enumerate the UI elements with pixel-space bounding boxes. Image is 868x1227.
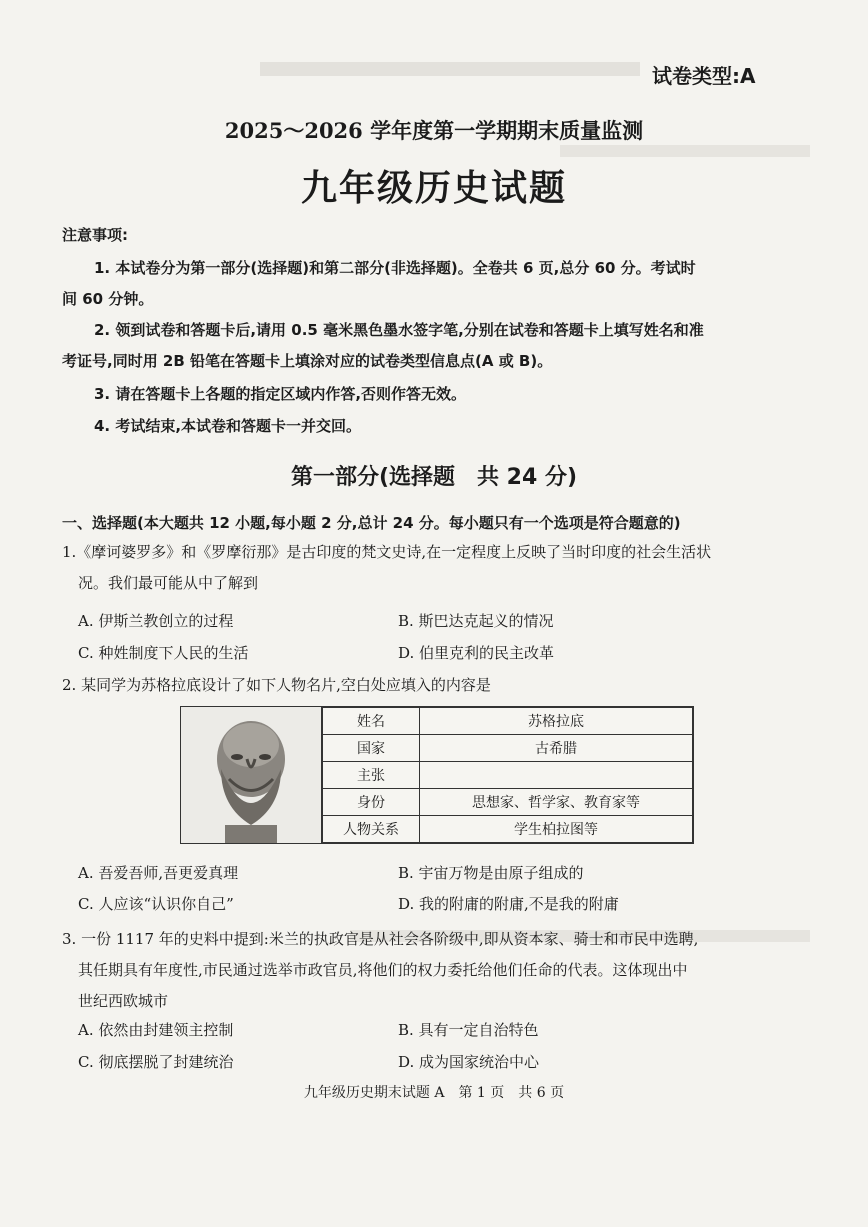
- note-line: 间 60 分钟。: [62, 290, 154, 308]
- page-footer: 九年级历史期末试题 A 第 1 页 共 6 页: [303, 1085, 565, 1101]
- note-line: 考证号,同时用 2B 铅笔在答题卡上填涂对应的试卷类型信息点(A 或 B)。: [62, 352, 553, 370]
- person-card: [180, 706, 694, 844]
- part-one-title: 第一部分(选择题 共 24 分): [290, 465, 578, 490]
- card-key: 人物关系: [323, 816, 420, 843]
- question-line: 世纪西欧城市: [78, 992, 169, 1010]
- question-line: 1.《摩诃婆罗多》和《罗摩衍那》是古印度的梵文史诗,在一定程度上反映了当时印度的社会生活状: [62, 543, 712, 561]
- table-row: [323, 816, 693, 843]
- option-c: C. 人应该“认识你自己”: [78, 895, 234, 913]
- question-line: 3. 一份 1117 年的史料中提到:米兰的执政官是从社会各阶级中,即从资本家、骑士和市民中选聘,: [62, 930, 699, 948]
- option-b: B. 宇宙万物是由原子组成的: [398, 864, 584, 882]
- table-row: [323, 789, 693, 816]
- option-d: D. 成为国家统治中心: [398, 1053, 540, 1071]
- option-b: B. 具有一定自治特色: [398, 1021, 539, 1039]
- card-key: 身份: [323, 789, 420, 816]
- page-title: 九年级历史试题: [300, 168, 567, 209]
- note-line: 4. 考试结束,本试卷和答题卡一并交回。: [94, 417, 362, 435]
- option-c: C. 种姓制度下人民的生活: [78, 644, 249, 662]
- card-value: 苏格拉底: [420, 708, 693, 735]
- paper-type-label: 试卷类型:A: [652, 64, 756, 88]
- question-line: 2. 某同学为苏格拉底设计了如下人物名片,空白处应填入的内容是: [62, 676, 491, 694]
- note-line: 1. 本试卷分为第一部分(选择题)和第二部分(非选择题)。全卷共 6 页,总分 60 分。考试时: [94, 259, 696, 277]
- option-a: A. 伊斯兰教创立的过程: [78, 612, 234, 630]
- section-heading: 一、选择题(本大题共 12 小题,每小题 2 分,总计 24 分。每小题只有一个选项是符合题意的): [62, 514, 681, 532]
- card-value: 思想家、哲学家、教育家等: [420, 789, 693, 816]
- question-line: 况。我们最可能从中了解到: [78, 574, 259, 592]
- note-line: 2. 领到试卷和答题卡后,请用 0.5 毫米黑色墨水签字笔,分别在试卷和答题卡上填写姓名和准: [94, 321, 704, 339]
- table-row: [323, 735, 693, 762]
- option-b: B. 斯巴达克起义的情况: [398, 612, 554, 630]
- notes-heading: 注意事项:: [62, 226, 128, 244]
- question-1-stem: [62, 537, 812, 599]
- card-value: 学生柏拉图等: [420, 816, 693, 843]
- card-key: 国家: [323, 735, 420, 762]
- question-3-stem: [62, 924, 812, 1017]
- card-value: 古希腊: [420, 735, 693, 762]
- bleed-through-mark: [260, 62, 640, 76]
- note-line: 3. 请在答题卡上各题的指定区域内作答,否则作答无效。: [94, 385, 467, 403]
- bleed-through-mark: [560, 145, 810, 157]
- option-c: C. 彻底摆脱了封建统治: [78, 1053, 234, 1071]
- card-key: 姓名: [323, 708, 420, 735]
- socrates-bust-image: [181, 707, 322, 843]
- question-line: 其任期具有年度性,市民通过选举市政官员,将他们的权力委托给他们任命的代表。这体现出中: [78, 961, 688, 979]
- option-a: A. 依然由封建领主控制: [78, 1021, 234, 1039]
- option-a: A. 吾爱吾师,吾更爱真理: [78, 864, 239, 882]
- table-row: [323, 708, 693, 735]
- person-card-table: [322, 707, 693, 843]
- card-value-blank: [420, 762, 693, 789]
- exam-title: 2025～2026 学年度第一学期期末质量监测: [224, 118, 644, 143]
- option-d: D. 我的附庸的附庸,不是我的附庸: [398, 895, 619, 913]
- card-key: 主张: [323, 762, 420, 789]
- question-2-stem: [62, 670, 812, 701]
- table-row: [323, 762, 693, 789]
- option-d: D. 伯里克利的民主改革: [398, 644, 555, 662]
